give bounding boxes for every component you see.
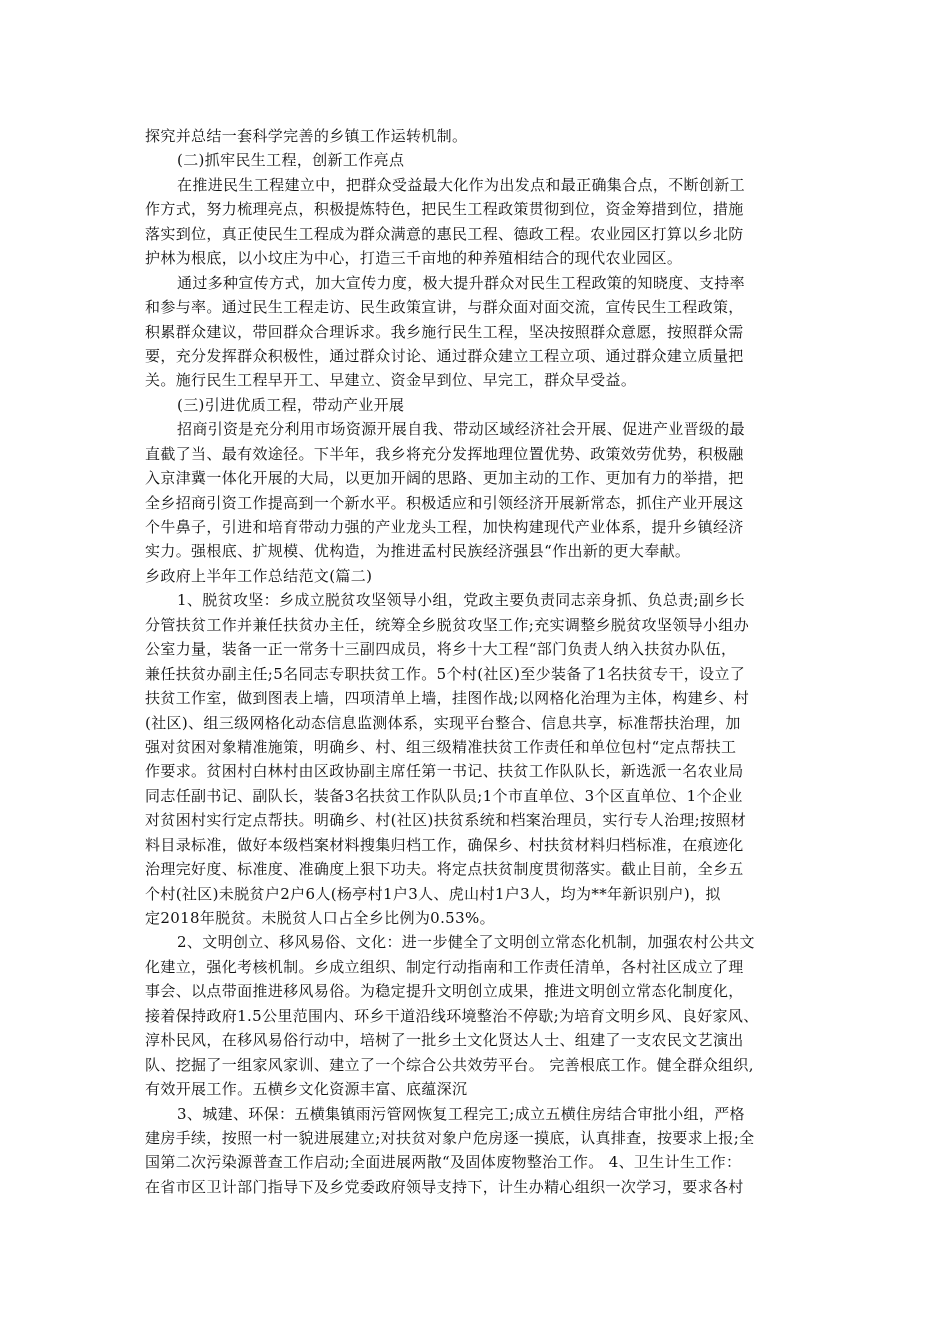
text-line: 乡政府上半年工作总结范文(篇二) (145, 566, 373, 585)
text-line: 在省市区卫计部门指导下及乡党委政府领导支持下，计生办精心组织一次学习，要求各村 (145, 1177, 744, 1196)
text-line: 直截了当、最有效途径。下半年，我乡将充分发挥地理位置优势、政策效劳优势，积极融 (145, 444, 744, 463)
text-line: (二)抓牢民生工程，创新工作亮点 (177, 151, 405, 170)
text-line: 护林为根底，以小坟庄为中心，打造三千亩地的种养殖相结合的现代农业园区。 (145, 249, 683, 268)
text-line: 全乡招商引资工作提高到一个新水平。积极适应和引领经济开展新常态，抓住产业开展这 (145, 493, 744, 512)
text-line: 积累群众建议，带回群众合理诉求。我乡施行民生工程，坚决按照群众意愿，按照群众需 (145, 322, 744, 341)
text-line: 接着保持政府1.5公里范围内、环乡干道沿线环境整治不停歇;为培育文明乡风、良好家风、 (145, 1006, 759, 1025)
text-line: 扶贫工作室，做到图表上墙，四项清单上墙，挂图作战;以网格化治理为主体，构建乡、村 (145, 689, 750, 708)
text-line: 关。施行民生工程早开工、早建立、资金早到位、早完工，群众早受益。 (145, 371, 637, 390)
text-line: 兼任扶贫办副主任;5名同志专职扶贫工作。5个村(社区)至少装备了1名扶贫专干，设立了 (145, 664, 746, 683)
text-line: 定2018年脱贫。未脱贫人口占全乡比例为0.53%。 (145, 909, 495, 927)
text-line: 建房手续，按照一村一貌进展建立;对扶贫对象户危房逐一摸底，认真排查，按要求上报;全 (145, 1128, 755, 1147)
text-line: 作要求。贫困村白林村由区政协副主席任第一书记、扶贫工作队队长，新选派一名农业局 (145, 762, 744, 781)
text-line: (三)引进优质工程，带动产业开展 (177, 395, 405, 414)
text-line: 有效开展工作。五横乡文化资源丰富、底蕴深沉 (145, 1080, 468, 1099)
text-line: 对贫困村实行定点帮扶。明确乡、村(社区)扶贫系统和档案治理员，实行专人治理;按照材 (145, 811, 747, 830)
text-line: 淳朴民风，在移风易俗行动中，培树了一批乡土文化贤达人士、组建了一支农民文艺演出 (145, 1031, 744, 1050)
text-line: 化建立，强化考核机制。乡成立组织、制定行动指南和工作责任清单，各村社区成立了理 (145, 957, 744, 976)
text-line: 1、脱贫攻坚：乡成立脱贫攻坚领导小组，党政主要负责同志亲身抓、负总责;副乡长 (177, 591, 745, 610)
text-line: 招商引资是充分利用市场资源开展自我、带动区域经济社会开展、促进产业晋级的最 (177, 420, 745, 439)
text-line: 入京津冀一体化开展的大局，以更加开阔的思路、更加主动的工作、更加有力的举措，把 (145, 469, 744, 488)
text-line: 探究并总结一套科学完善的乡镇工作运转机制。 (145, 127, 468, 145)
text-line: 和参与率。通过民生工程走访、民生政策宣讲，与群众面对面交流，宣传民生工程政策， (145, 298, 744, 317)
text-line: 公室力量，装备一正一常务十三副四成员，将乡十大工程“部门负责人纳入扶贫办队伍， (145, 640, 737, 659)
text-line: (社区)、组三级网格化动态信息监测体系，实现平台整合、信息共享，标准帮扶治理，加 (145, 713, 741, 732)
text-line: 通过多种宣传方式，加大宣传力度，极大提升群众对民生工程政策的知晓度、支持率 (177, 273, 745, 292)
text-line: 队、挖掘了一组家风家训、建立了一个综合公共效劳平台。 完善根底工作。健全群众组织, (145, 1055, 754, 1074)
text-line: 作方式，努力梳理亮点，积极提炼特色，把民生工程政策贯彻到位，资金筹措到位，措施 (145, 200, 744, 219)
document-page (145, 124, 807, 1199)
text-line: 3、城建、环保：五横集镇雨污管网恢复工程完工;成立五横住房结合审批小组，严格 (177, 1104, 745, 1123)
text-line: 强对贫困对象精准施策，明确乡、村、组三级精准扶贫工作责任和单位包村“定点帮扶工 (145, 737, 737, 756)
text-line: 同志任副书记、副队长，装备3名扶贫工作队队员;1个市直单位、3个区直单位、1个企业 (145, 786, 743, 805)
text-line: 个牛鼻子，引进和培育带动力强的产业龙头工程，加快构建现代产业体系，提升乡镇经济 (145, 518, 744, 536)
text-line: 落实到位，真正使民生工程成为群众满意的惠民工程、德政工程。农业园区打算以乡北防 (145, 224, 744, 243)
text-line: 料目录标准，做好本级档案材料搜集归档工作，确保乡、村扶贫材料归档标准，在痕迹化 (145, 835, 744, 854)
text-line: 在推进民生工程建立中，把群众受益最大化作为出发点和最正确集合点，不断创新工 (177, 175, 745, 194)
text-line: 国第二次污染源普查工作启动;全面进展两散“及固体废物整治工作。 4、卫生计生工作： (145, 1153, 742, 1172)
text-line: 事会、以点带面推进移风易俗。为稳定提升文明创立成果，推进文明创立常态化制度化， (145, 982, 744, 1001)
text-line: 2、文明创立、移风易俗、文化：进一步健全了文明创立常态化机制，加强农村公共文 (177, 933, 755, 952)
text-line: 实力。强根底、扩规模、优构造，为推进孟村民族经济强县“作出新的更大奉献。 (145, 542, 691, 561)
text-line: 要，充分发挥群众积极性，通过群众讨论、通过群众建立工程立项、通过群众建立质量把 (145, 346, 744, 365)
text-line: 个村(社区)未脱贫户2户6人(杨亭村1户3人、虎山村1户3人，均为**年新识别户)，拟 (145, 884, 721, 903)
text-line: 分管扶贫工作并兼任扶贫办主任，统筹全乡脱贫攻坚工作;充实调整乡脱贫攻坚领导小组办 (145, 615, 750, 634)
text-line: 治理完好度、标准度、准确度上狠下功夫。将定点扶贫制度贯彻落实。截止目前，全乡五 (145, 860, 744, 879)
